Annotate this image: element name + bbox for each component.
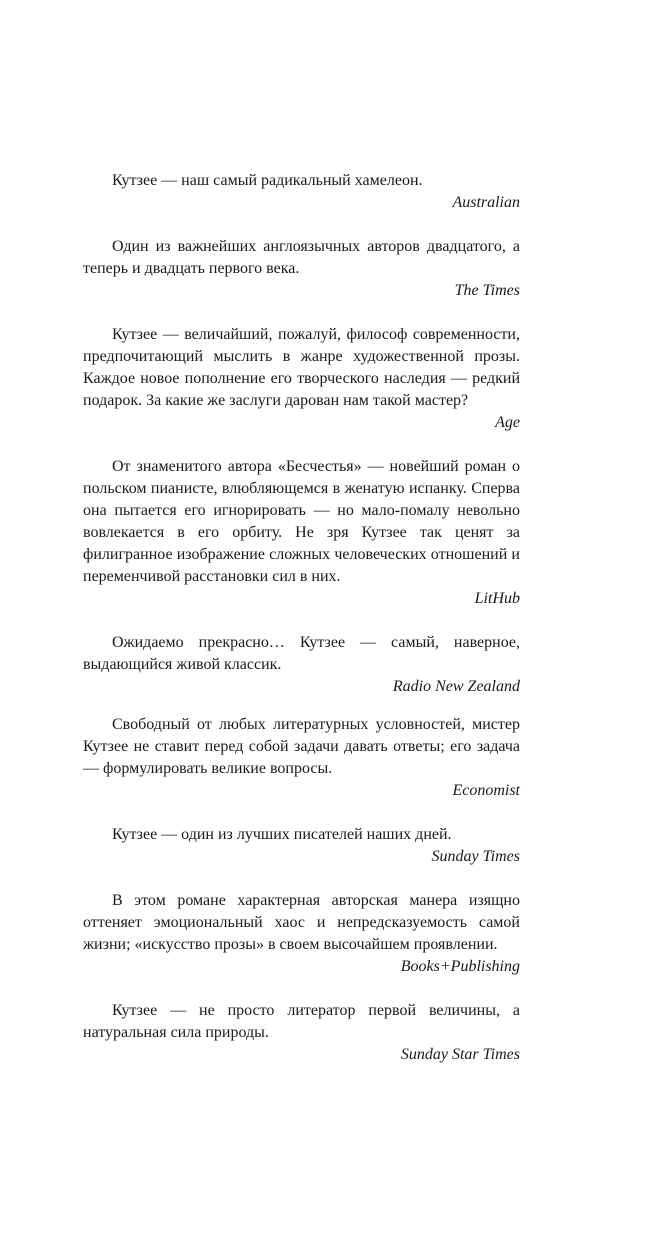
praise-page (83, 170, 520, 1066)
quote-source: Books+Publishing (400, 958, 520, 975)
quote-text: Один из важнейших англоязычных авторов двадцатого, а теперь и двадцать первого века. (83, 238, 520, 277)
quote-block (83, 714, 520, 802)
quote-source: Sunday Star Times (400, 1046, 520, 1063)
quote-text: Кутзее — величайший, пожалуй, философ современности, предпочитающий мыслить в жанре художественной прозы. Каждое новое пополнение его творческого наследия — редкий подарок. За какие же заслуги дарован нам такой мастер? (83, 326, 520, 409)
quote-block (83, 1000, 520, 1066)
quote-source: Australian (452, 194, 520, 211)
quote-block (83, 632, 520, 698)
quote-source: Economist (452, 782, 520, 799)
quote-block (83, 324, 520, 434)
quote-block (83, 456, 520, 610)
quote-text: Свободный от любых литературных условностей, мистер Кутзее не ставит перед собой задачи давать ответы; его задача — формулировать великие вопросы. (83, 716, 520, 777)
quote-source: Sunday Times (431, 848, 520, 865)
quote-text: Кутзее — наш самый радикальный хамелеон. (112, 172, 423, 189)
quote-text: Кутзее — один из лучших писателей наших дней. (112, 826, 452, 843)
quote-source: Age (495, 414, 520, 431)
quote-text: От знаменитого автора «Бесчестья» — новейший роман о польском пианисте, влюбляющемся в женатую испанку. Сперва она пытается его игнорировать — но мало-помалу невольно вовлекается в его орбиту. Не зря Кутзее так ценят за филигранное изображение сложных человеческих отношений и переменчивой расстановки сил в них. (83, 458, 520, 585)
quote-block (83, 236, 520, 302)
quote-block (83, 890, 520, 978)
quote-text: В этом романе характерная авторская манера изящно оттеняет эмоциональный хаос и непредсказуемость самой жизни; «искусство прозы» в своем высочайшем проявлении. (83, 892, 520, 953)
quote-text: Кутзее — не просто литератор первой величины, а натуральная сила природы. (83, 1002, 520, 1041)
quote-source: The Times (454, 282, 520, 299)
quote-text: Ожидаемо прекрасно… Кутзее — самый, наверное, выдающийся живой классик. (83, 634, 520, 673)
quote-source: LitHub (474, 590, 520, 607)
quote-source: Radio New Zealand (392, 678, 520, 695)
quote-block (83, 824, 520, 868)
quote-block (83, 170, 520, 214)
